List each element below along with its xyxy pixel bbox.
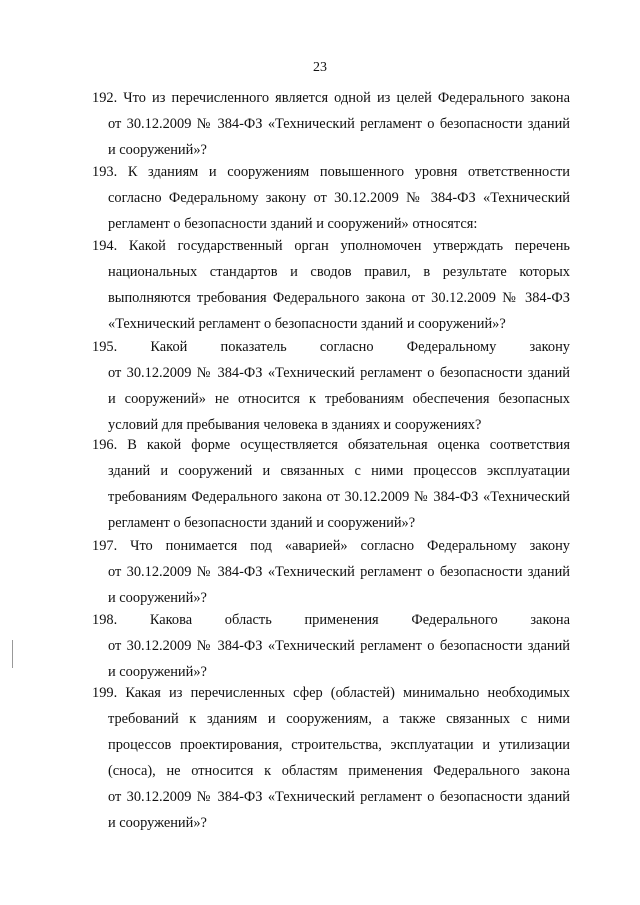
question-line: и сооружений»? xyxy=(108,815,207,831)
question-line: требованиям Федерального закона от 30.12.2009 № 384-ФЗ «Технический xyxy=(108,489,570,505)
question-number: 198. xyxy=(92,612,118,628)
scan-margin-mark xyxy=(12,640,13,668)
question-text: Какая из перечисленных сфер (областей) минимально необходимых xyxy=(125,685,570,701)
question-195 xyxy=(92,334,570,438)
question-line: требований к зданиям и сооружениям, а также связанных с ними xyxy=(108,711,570,727)
question-line: регламент о безопасности зданий и сооружений»? xyxy=(108,515,416,531)
question-199 xyxy=(92,680,570,836)
question-194 xyxy=(92,233,570,337)
question-line: от 30.12.2009 № 384-ФЗ «Технический регламент о безопасности зданий xyxy=(108,564,570,580)
question-line xyxy=(92,85,570,111)
question-line: от 30.12.2009 № 384-ФЗ «Технический регламент о безопасности зданий xyxy=(108,789,570,805)
question-line: от 30.12.2009 № 384-ФЗ «Технический регламент о безопасности зданий xyxy=(108,638,570,654)
question-193 xyxy=(92,159,570,237)
question-line: и сооружений»? xyxy=(108,664,207,680)
question-number: 197. xyxy=(92,538,118,554)
question-196 xyxy=(92,432,570,536)
question-text: Что из перечисленного является одной из целей Федерального закона xyxy=(123,90,570,106)
question-number: 192. xyxy=(92,90,118,106)
question-text: Какова область применения Федерального закона xyxy=(149,612,570,628)
question-192 xyxy=(92,85,570,163)
question-number: 194. xyxy=(92,238,118,254)
question-number: 199. xyxy=(92,685,118,701)
page-number: 23 xyxy=(313,60,327,75)
question-line: регламент о безопасности зданий и сооружений» относятся: xyxy=(108,216,478,232)
question-line xyxy=(92,607,570,633)
question-line: зданий и сооружений и связанных с ними процессов эксплуатации xyxy=(108,463,570,479)
question-text: Какой государственный орган уполномочен утверждать перечень xyxy=(128,238,570,254)
question-line: и сооружений» не относится к требованиям обеспечения безопасных xyxy=(108,391,570,407)
question-line xyxy=(92,533,570,559)
question-line xyxy=(92,334,570,360)
question-line: (сноса), не относится к областям применения Федерального закона xyxy=(108,763,570,779)
question-line: условий для пребывания человека в зданиях и сооружениях? xyxy=(108,417,482,433)
question-text: В какой форме осуществляется обязательная оценка соответствия xyxy=(127,437,570,453)
question-text: Какой показатель согласно Федеральному закону xyxy=(150,339,570,355)
question-line xyxy=(92,680,570,706)
question-line xyxy=(92,432,570,458)
question-line: национальных стандартов и сводов правил, в результате которых xyxy=(108,264,570,280)
question-line: и сооружений»? xyxy=(108,142,207,158)
question-text: Что понимается под «аварией» согласно Федеральному закону xyxy=(130,538,570,554)
question-line: от 30.12.2009 № 384-ФЗ «Технический регламент о безопасности зданий xyxy=(108,116,570,132)
question-line: и сооружений»? xyxy=(108,590,207,606)
question-line: «Технический регламент о безопасности зданий и сооружений»? xyxy=(108,316,506,332)
question-line: выполняются требования Федерального закона от 30.12.2009 № 384-ФЗ xyxy=(108,290,570,306)
question-text: К зданиям и сооружениям повышенного уровня ответственности xyxy=(127,164,570,180)
question-number: 193. xyxy=(92,164,118,180)
question-line xyxy=(92,159,570,185)
question-197 xyxy=(92,533,570,611)
question-number: 196. xyxy=(92,437,118,453)
question-line: от 30.12.2009 № 384-ФЗ «Технический регламент о безопасности зданий xyxy=(108,365,570,381)
question-number: 195. xyxy=(92,339,118,355)
question-line: процессов проектирования, строительства, эксплуатации и утилизации xyxy=(108,737,570,753)
question-line: согласно Федеральному закону от 30.12.2009 № 384-ФЗ «Технический xyxy=(108,190,570,206)
question-line xyxy=(92,233,570,259)
question-198 xyxy=(92,607,570,685)
